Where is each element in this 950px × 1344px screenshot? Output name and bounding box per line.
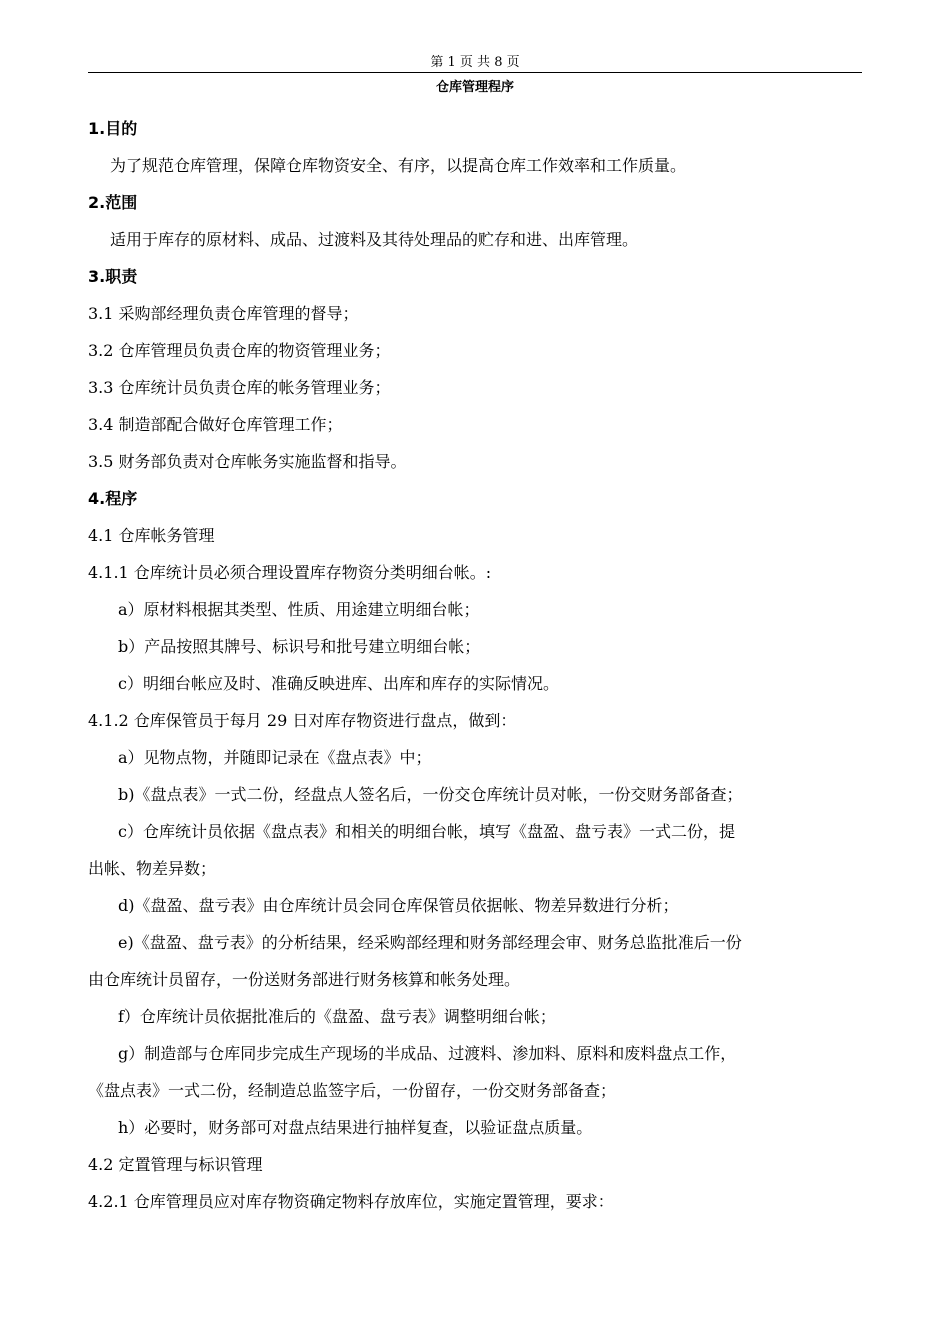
- list-item-continuation: 出帐、物差异数；: [88, 859, 217, 878]
- paragraph: 适用于库存的原材料、成品、过渡料及其待处理品的贮存和进、出库管理。: [110, 230, 639, 249]
- list-item: b)《盘点表》一式二份，经盘点人签名后，一份交仓库统计员对帐，一份交财务部备查；: [118, 785, 743, 804]
- clause: 4.1.2 仓库保管员于每月 29 日对库存物资进行盘点，做到：: [88, 711, 517, 730]
- list-item: h）必要时，财务部可对盘点结果进行抽样复查，以验证盘点质量。: [118, 1118, 593, 1137]
- list-item: c）明细台帐应及时、准确反映进库、出库和库存的实际情况。: [118, 674, 559, 693]
- document-title: 仓库管理程序: [435, 80, 514, 95]
- section-heading-procedure: 4.程序: [88, 489, 138, 508]
- subsection-heading: 4.2 定置管理与标识管理: [88, 1155, 263, 1174]
- clause: 3.1 采购部经理负责仓库管理的督导；: [88, 304, 359, 323]
- list-item: d)《盘盈、盘亏表》由仓库统计员会同仓库保管员依据帐、物差异数进行分析；: [118, 896, 679, 915]
- clause: 3.3 仓库统计员负责仓库的帐务管理业务；: [88, 378, 391, 397]
- paragraph: 为了规范仓库管理，保障仓库物资安全、有序，以提高仓库工作效率和工作质量。: [110, 156, 687, 175]
- document-body: [88, 110, 862, 1220]
- list-item-continuation: 由仓库统计员留存，一份送财务部进行财务核算和帐务处理。: [88, 970, 521, 989]
- clause: 3.2 仓库管理员负责仓库的物资管理业务；: [88, 341, 391, 360]
- list-item: c）仓库统计员依据《盘点表》和相关的明细台帐，填写《盘盈、盘亏表》一式二份，提: [118, 822, 735, 841]
- section-heading-scope: 2.范围: [88, 193, 138, 212]
- list-item: b）产品按照其牌号、标识号和批号建立明细台帐；: [118, 637, 481, 656]
- list-item: a）原材料根据其类型、性质、用途建立明细台帐；: [118, 600, 480, 619]
- clause: 3.4 制造部配合做好仓库管理工作；: [88, 415, 343, 434]
- list-item: g）制造部与仓库同步完成生产现场的半成品、过渡料、渗加料、原料和废料盘点工作，: [118, 1044, 737, 1063]
- clause: 3.5 财务部负责对仓库帐务实施监督和指导。: [88, 452, 407, 471]
- section-heading-purpose: 1.目的: [88, 119, 138, 138]
- section-heading-responsibilities: 3.职责: [88, 267, 138, 286]
- clause: 4.1.1 仓库统计员必须合理设置库存物资分类明细台帐。:: [88, 563, 492, 582]
- list-item-continuation: 《盘点表》一式二份，经制造总监签字后，一份留存，一份交财务部备查；: [88, 1081, 617, 1100]
- header-rule: [88, 72, 862, 73]
- list-item: f）仓库统计员依据批准后的《盘盈、盘亏表》调整明细台帐；: [118, 1007, 556, 1026]
- clause: 4.2.1 仓库管理员应对库存物资确定物料存放库位，实施定置管理，要求：: [88, 1192, 614, 1211]
- subsection-heading: 4.1 仓库帐务管理: [88, 526, 215, 545]
- list-item: a）见物点物，并随即记录在《盘点表》中；: [118, 748, 432, 767]
- list-item: e)《盘盈、盘亏表》的分析结果，经采购部经理和财务部经理会审、财务总监批准后一份: [118, 933, 742, 952]
- page-header: 第 1 页 共 8 页: [430, 55, 520, 70]
